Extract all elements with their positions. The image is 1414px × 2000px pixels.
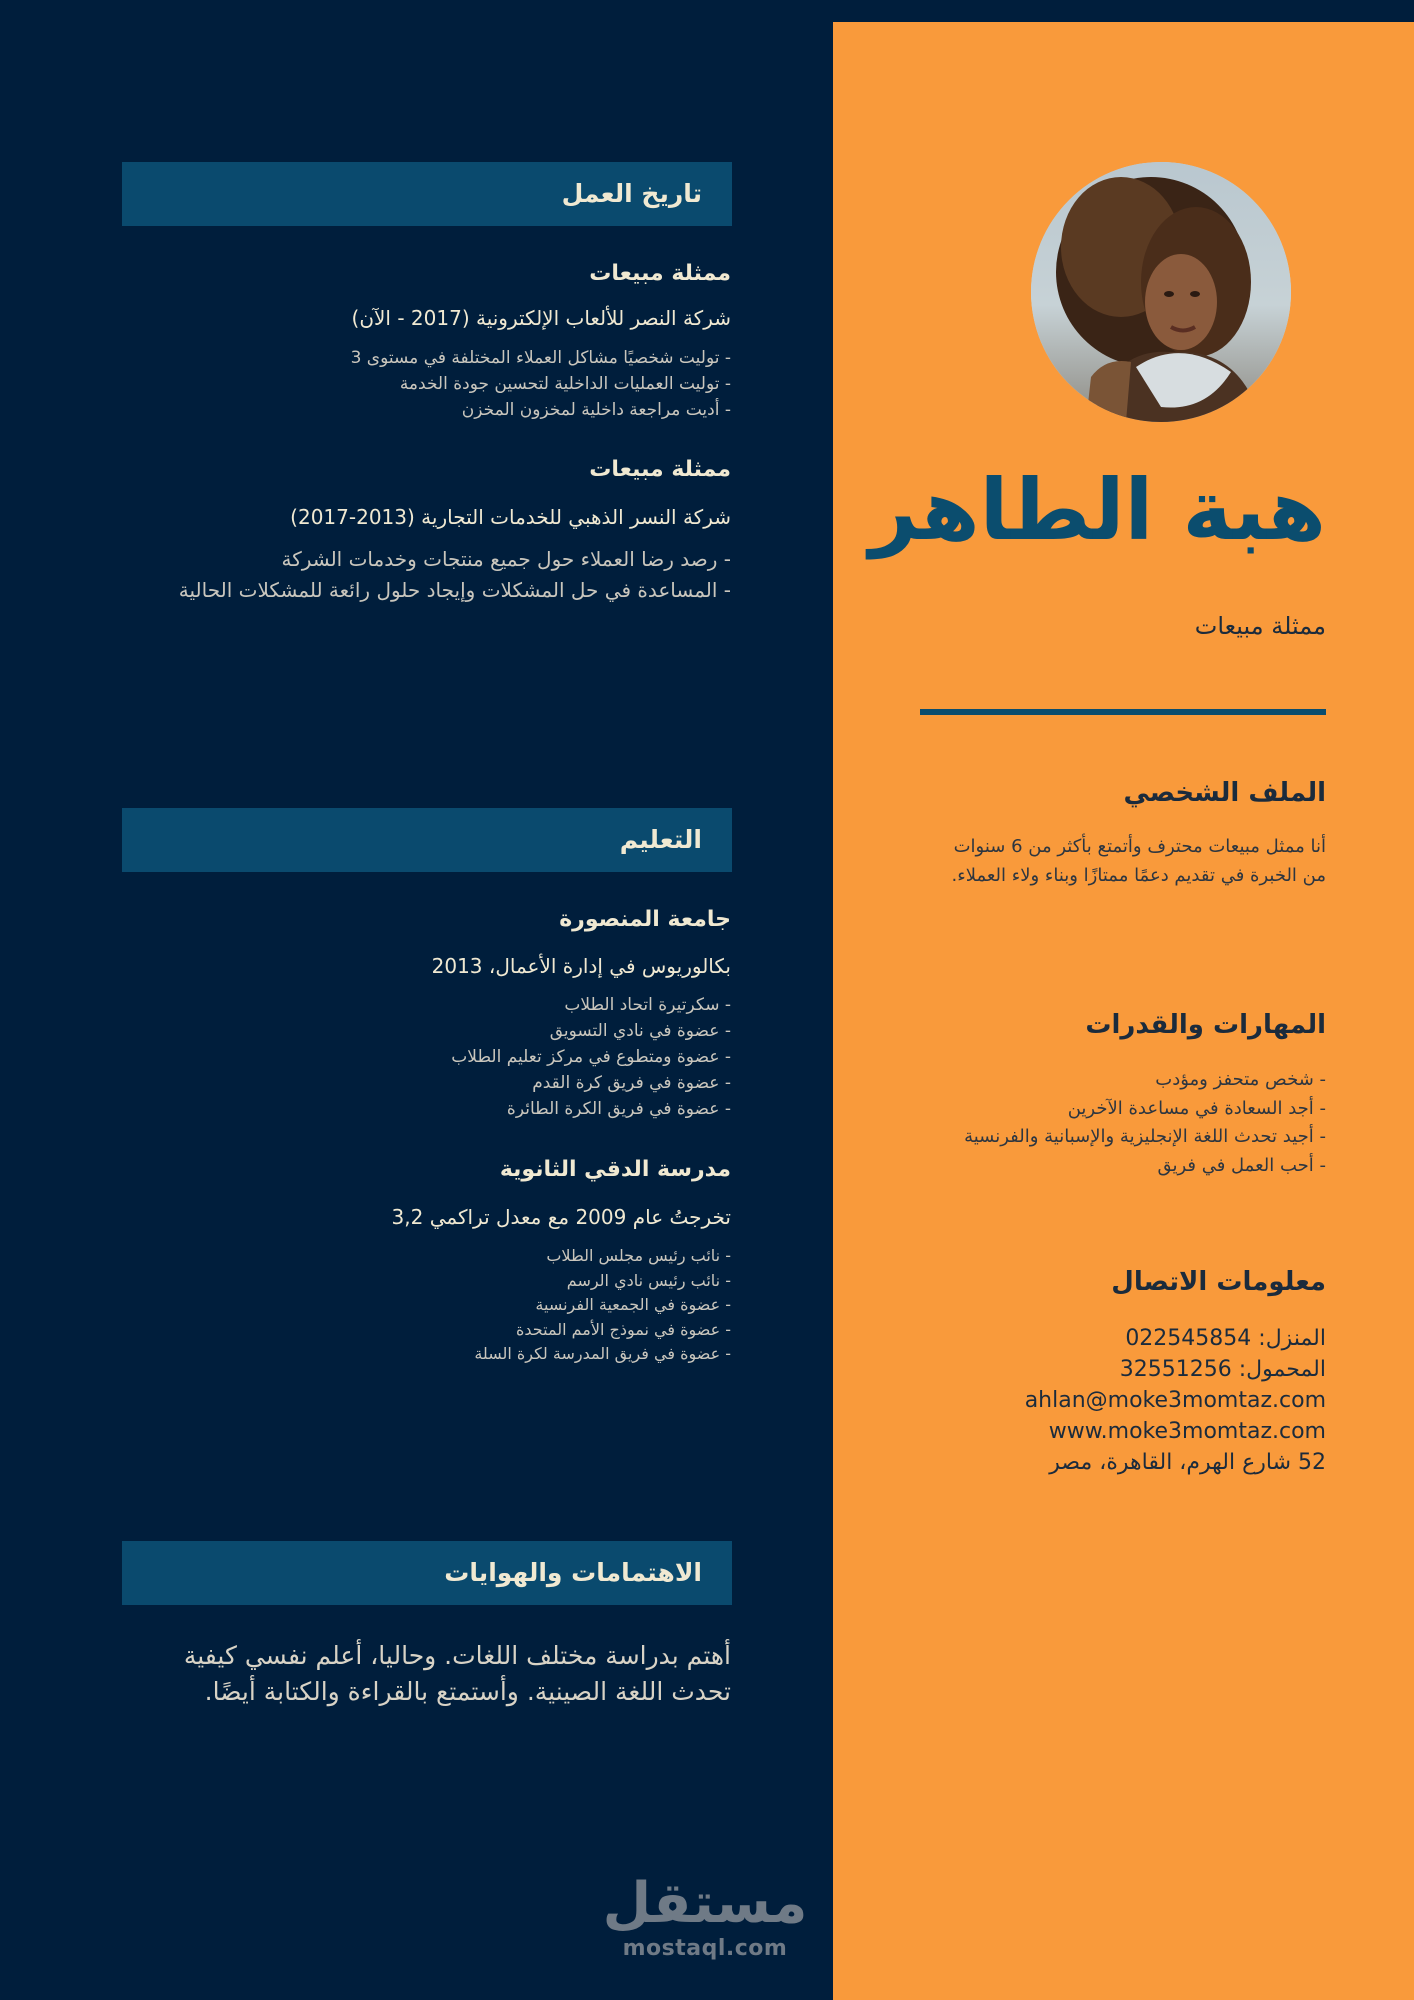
skill-item: - شخص متحفز ومؤدب [1155,1069,1326,1090]
job-duties-2 [91,544,731,606]
job-title-1: ممثلة مبيعات [589,261,731,286]
job-duty: - توليت شخصيًا مشاكل العملاء المختلفة في مستوى 3 [350,348,731,368]
divider [920,709,1326,715]
personal-profile-text [806,832,1326,890]
address: 52 شارع الهرم، القاهرة، مصر [1049,1450,1326,1475]
job-title: ممثلة مبيعات [1194,612,1326,640]
job-duty: - رصد رضا العملاء حول جميع منتجات وخدمات الشركة [281,547,731,571]
home-phone: المنزل: 022545854 [1125,1326,1326,1351]
interests-line: تحدث اللغة الصينية. وأستمتع بالقراءة والكتابة أيضًا. [204,1677,731,1706]
school-activity: - سكرتيرة اتحاد الطلاب [564,995,731,1015]
school-degree-1: بكالوريوس في إدارة الأعمال، 2013 [431,954,731,978]
school-activity: - عضوة في نادي التسويق [549,1021,731,1041]
education-bar [122,808,732,872]
personal-profile-line: من الخبرة في تقديم دعمًا ممتازًا وبناء ولاء العملاء. [951,865,1326,886]
contact-heading: معلومات الاتصال [1111,1267,1326,1297]
work-history-bar [122,162,732,226]
email-link[interactable]: ahlan@moke3momtaz.com [1024,1388,1326,1413]
website-link[interactable]: www.moke3momtaz.com [1048,1419,1326,1444]
school-activity: - عضوة في فريق الكرة الطائرة [506,1099,731,1119]
school-degree-2: تخرجتُ عام 2009 مع معدل تراكمي 3,2 [391,1205,731,1229]
job-company-1: شركة النصر للألعاب الإلكترونية (2017 - الآن) [351,306,731,330]
school-activity: - عضوة في نموذج الأمم المتحدة [516,1319,731,1339]
mostaql-watermark [600,1872,810,1961]
school-activity: - عضوة في فريق المدرسة لكرة السلة [474,1344,731,1363]
job-duty: - توليت العمليات الداخلية لتحسين جودة الخدمة [399,374,731,394]
work-history-heading: تاريخ العمل [561,179,702,208]
personal-profile-heading: الملف الشخصي [1123,778,1326,808]
watermark-arabic: مستقل [602,1871,808,1936]
job-duty: - أديت مراجعة داخلية لمخزون المخزن [461,400,731,420]
profile-photo [1031,162,1291,422]
school-activity: - عضوة في الجمعية الفرنسية [535,1295,731,1314]
interests-bar [122,1541,732,1605]
school-activities-2 [91,1244,731,1367]
school-name-2: مدرسة الدقي الثانوية [499,1157,731,1182]
personal-profile-line: أنا ممثل مبيعات محترف وأتمتع بأكثر من 6 سنوات [953,836,1326,857]
portrait-image [1031,162,1291,422]
mobile-phone: المحمول: 32551256 [1119,1357,1326,1382]
job-duty: - المساعدة في حل المشكلات وإيجاد حلول رائعة للمشكلات الحالية [178,578,731,602]
school-activity: - عضوة ومتطوع في مركز تعليم الطلاب [451,1047,731,1067]
school-name-1: جامعة المنصورة [559,907,731,932]
skills-list [806,1066,1326,1180]
skill-item: - أجيد تحدث اللغة الإنجليزية والإسبانية والفرنسية [964,1126,1326,1147]
school-activity: - نائب رئيس نادي الرسم [566,1270,731,1290]
school-activities-1 [91,992,731,1122]
contact-list [806,1323,1326,1478]
interests-line: أهتم بدراسة مختلف اللغات. وحاليا، أعلم نفسي كيفية [183,1641,731,1670]
interests-text [131,1638,731,1710]
skill-item: - أجد السعادة في مساعدة الآخرين [1067,1097,1326,1119]
watermark-latin: mostaql.com [622,1936,788,1961]
job-company-2: شركة النسر الذهبي للخدمات التجارية (2013-2017) [290,505,731,529]
job-duties-1 [91,345,731,423]
interests-heading: الاهتمامات والهوايات [444,1558,702,1587]
person-name: هبة الطاهر [869,461,1326,559]
skill-item: - أحب العمل في فريق [1157,1154,1326,1176]
skills-heading: المهارات والقدرات [1085,1010,1326,1040]
school-activity: - عضوة في فريق كرة القدم [532,1073,731,1093]
job-title-2: ممثلة مبيعات [589,457,731,482]
school-activity: - نائب رئيس مجلس الطلاب [546,1246,731,1265]
education-heading: التعليم [619,825,702,854]
